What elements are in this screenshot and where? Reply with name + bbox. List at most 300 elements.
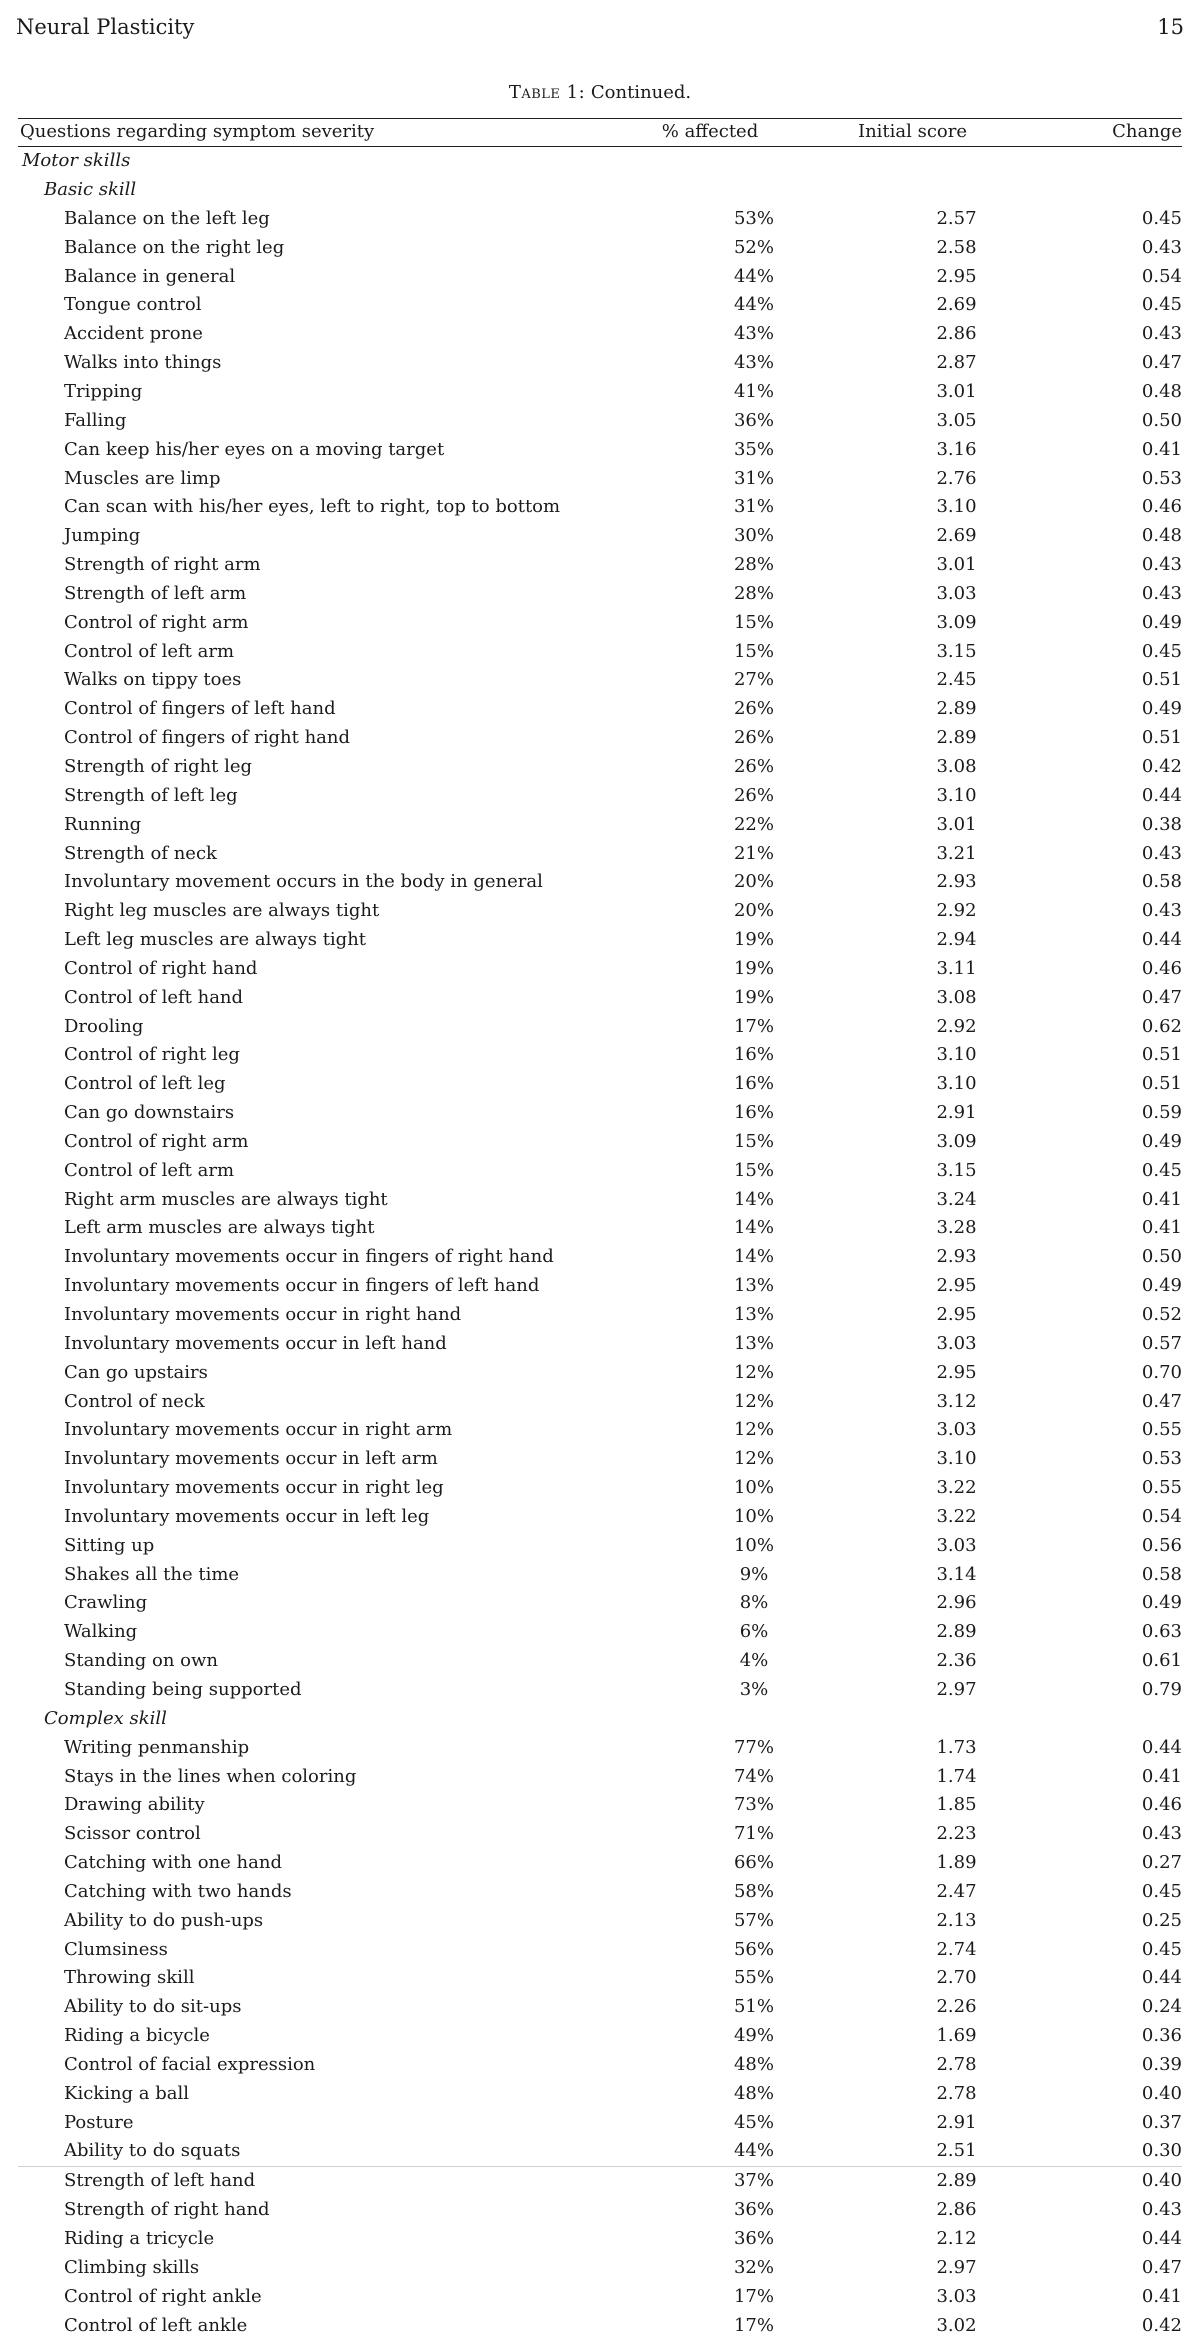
change-cell: 0.49	[1141, 1275, 1182, 1297]
change-cell: 0.25	[1141, 1909, 1182, 1931]
table-row	[18, 2311, 1182, 2340]
affected-cell: 56%	[733, 1938, 774, 1960]
affected-cell: 31%	[733, 467, 774, 489]
question-cell: Control of left arm	[64, 1159, 235, 1181]
group-heading: Motor skills	[22, 150, 131, 172]
initial-score-cell: 2.95	[936, 1361, 977, 1383]
table-row	[18, 1733, 1182, 1762]
question-cell: Strength of right hand	[64, 2199, 270, 2221]
initial-score-cell: 2.74	[936, 1938, 977, 1960]
question-cell: Strength of left leg	[64, 784, 238, 806]
change-cell: 0.44	[1141, 784, 1182, 806]
table-row	[18, 608, 1182, 637]
table-row	[18, 695, 1182, 724]
table-row	[18, 926, 1182, 955]
affected-cell: 14%	[733, 1188, 774, 1210]
table-row	[18, 580, 1182, 609]
change-cell: 0.41	[1141, 438, 1182, 460]
table-row	[18, 2282, 1182, 2311]
question-cell: Running	[64, 813, 142, 835]
affected-cell: 19%	[733, 986, 774, 1008]
table-row	[18, 897, 1182, 926]
table-row	[18, 464, 1182, 493]
change-cell: 0.45	[1141, 1159, 1182, 1181]
table-row	[18, 1474, 1182, 1503]
change-cell: 0.43	[1141, 582, 1182, 604]
affected-cell: 15%	[733, 640, 774, 662]
table-row	[18, 1156, 1182, 1185]
affected-cell: 14%	[733, 1246, 774, 1268]
change-cell: 0.57	[1141, 1332, 1182, 1354]
affected-cell: 16%	[733, 1073, 774, 1095]
affected-cell: 21%	[733, 842, 774, 864]
question-cell: Balance on the right leg	[64, 236, 285, 258]
initial-score-cell: 2.36	[936, 1650, 977, 1672]
question-cell: Walking	[64, 1621, 138, 1643]
change-cell: 0.44	[1141, 1967, 1182, 1989]
table-row	[18, 2051, 1182, 2080]
question-cell: Ability to do sit-ups	[64, 1996, 242, 2018]
table-row	[18, 1445, 1182, 1474]
affected-cell: 13%	[733, 1275, 774, 1297]
table-row	[18, 2079, 1182, 2108]
affected-cell: 41%	[733, 381, 774, 403]
affected-cell: 28%	[733, 582, 774, 604]
affected-cell: 8%	[739, 1592, 769, 1614]
change-cell: 0.49	[1141, 698, 1182, 720]
table-row	[18, 983, 1182, 1012]
affected-cell: 36%	[733, 2199, 774, 2221]
change-cell: 0.40	[1141, 2082, 1182, 2104]
table-row	[18, 724, 1182, 753]
question-cell: Involuntary movements occur in right arm	[64, 1419, 453, 1441]
change-cell: 0.45	[1141, 1938, 1182, 1960]
question-cell: Falling	[64, 409, 127, 431]
table-row	[18, 753, 1182, 782]
initial-score-cell: 3.05	[936, 409, 977, 431]
initial-score-cell: 3.10	[936, 1448, 977, 1470]
initial-score-cell: 2.86	[936, 323, 977, 345]
subgroup-heading-row	[18, 1704, 1182, 1733]
affected-cell: 12%	[733, 1361, 774, 1383]
table-row	[18, 1993, 1182, 2022]
question-cell: Strength of right arm	[64, 554, 261, 576]
initial-score-cell: 2.92	[936, 1015, 977, 1037]
table-row	[18, 1416, 1182, 1445]
initial-score-cell: 3.03	[936, 1534, 977, 1556]
affected-cell: 28%	[733, 554, 774, 576]
affected-cell: 44%	[733, 294, 774, 316]
initial-score-cell: 1.74	[936, 1765, 977, 1787]
table-row	[18, 349, 1182, 378]
question-cell: Ability to do push-ups	[64, 1909, 264, 1931]
affected-cell: 43%	[733, 352, 774, 374]
initial-score-cell: 3.03	[936, 1419, 977, 1441]
initial-score-cell: 2.92	[936, 900, 977, 922]
subgroup-heading-row	[18, 176, 1182, 205]
table-row	[18, 291, 1182, 320]
table-row	[18, 1935, 1182, 1964]
table-row	[18, 1560, 1182, 1589]
change-cell: 0.53	[1141, 1448, 1182, 1470]
table-header-row	[18, 118, 1182, 147]
question-cell: Involuntary movements occur in left arm	[64, 1448, 438, 1470]
column-header-initial: Initial score	[857, 121, 968, 143]
initial-score-cell: 3.16	[936, 438, 977, 460]
question-cell: Control of right arm	[64, 1130, 249, 1152]
affected-cell: 37%	[733, 2170, 774, 2192]
change-cell: 0.47	[1141, 986, 1182, 1008]
change-cell: 0.38	[1141, 813, 1182, 835]
change-cell: 0.79	[1141, 1678, 1182, 1700]
initial-score-cell: 3.08	[936, 755, 977, 777]
affected-cell: 16%	[733, 1044, 774, 1066]
change-cell: 0.55	[1141, 1477, 1182, 1499]
question-cell: Accident prone	[64, 323, 203, 345]
initial-score-cell: 2.70	[936, 1967, 977, 1989]
affected-cell: 6%	[739, 1621, 769, 1643]
initial-score-cell: 2.58	[936, 236, 977, 258]
affected-cell: 15%	[733, 1159, 774, 1181]
change-cell: 0.58	[1141, 871, 1182, 893]
affected-cell: 74%	[733, 1765, 774, 1787]
table-row	[18, 406, 1182, 435]
question-cell: Standing being supported	[64, 1678, 302, 1700]
caption-text: Continued.	[590, 82, 692, 103]
initial-score-cell: 2.13	[936, 1909, 977, 1931]
initial-score-cell: 3.21	[936, 842, 977, 864]
initial-score-cell: 2.96	[936, 1592, 977, 1614]
change-cell: 0.27	[1141, 1852, 1182, 1874]
change-cell: 0.59	[1141, 1102, 1182, 1124]
affected-cell: 9%	[739, 1563, 769, 1585]
question-cell: Control of left hand	[64, 986, 244, 1008]
affected-cell: 12%	[733, 1419, 774, 1441]
initial-score-cell: 2.26	[936, 1996, 977, 2018]
table-row	[18, 205, 1182, 234]
question-cell: Control of facial expression	[64, 2053, 316, 2075]
column-header-question: Questions regarding symptom severity	[20, 121, 375, 143]
change-cell: 0.43	[1141, 236, 1182, 258]
change-cell: 0.55	[1141, 1419, 1182, 1441]
question-cell: Strength of right leg	[64, 755, 253, 777]
initial-score-cell: 3.15	[936, 1159, 977, 1181]
table-row	[18, 1877, 1182, 1906]
initial-score-cell: 3.22	[936, 1477, 977, 1499]
change-cell: 0.40	[1141, 2170, 1182, 2192]
question-cell: Walks on tippy toes	[64, 669, 242, 691]
affected-cell: 10%	[733, 1477, 774, 1499]
change-cell: 0.52	[1141, 1304, 1182, 1326]
initial-score-cell: 2.89	[936, 698, 977, 720]
question-cell: Control of right leg	[64, 1044, 240, 1066]
table-row	[18, 1820, 1182, 1849]
question-cell: Can go downstairs	[64, 1102, 235, 1124]
table-row	[18, 868, 1182, 897]
change-cell: 0.70	[1141, 1361, 1182, 1383]
initial-score-cell: 2.89	[936, 727, 977, 749]
initial-score-cell: 2.97	[936, 2256, 977, 2278]
table-row	[18, 1358, 1182, 1387]
initial-score-cell: 2.94	[936, 929, 977, 951]
basic-skill-rows	[18, 205, 1182, 1705]
question-cell: Involuntary movements occur in fingers of left hand	[64, 1275, 540, 1297]
initial-score-cell: 3.10	[936, 496, 977, 518]
initial-score-cell: 2.89	[936, 1621, 977, 1643]
question-cell: Involuntary movements occur in left leg	[64, 1505, 430, 1527]
change-cell: 0.43	[1141, 900, 1182, 922]
initial-score-cell: 3.01	[936, 813, 977, 835]
initial-score-cell: 3.03	[936, 1332, 977, 1354]
question-cell: Can scan with his/her eyes, left to right, top to bottom	[64, 496, 561, 518]
column-header-change: Change	[1112, 121, 1182, 143]
change-cell: 0.36	[1141, 2025, 1182, 2047]
initial-score-cell: 3.10	[936, 1073, 977, 1095]
table-row	[18, 1041, 1182, 1070]
table-row	[18, 1791, 1182, 1820]
table-row	[18, 378, 1182, 407]
affected-cell: 26%	[733, 755, 774, 777]
table-row	[18, 2137, 1182, 2166]
affected-cell: 3%	[739, 1678, 769, 1700]
affected-cell: 13%	[733, 1332, 774, 1354]
change-cell: 0.39	[1141, 2053, 1182, 2075]
affected-cell: 45%	[733, 2111, 774, 2133]
change-cell: 0.41	[1141, 1217, 1182, 1239]
affected-cell: 30%	[733, 525, 774, 547]
group-heading-row	[18, 147, 1182, 176]
change-cell: 0.50	[1141, 409, 1182, 431]
initial-score-cell: 2.89	[936, 2170, 977, 2192]
question-cell: Involuntary movement occurs in the body in general	[64, 871, 543, 893]
initial-score-cell: 3.02	[936, 2314, 977, 2336]
initial-score-cell: 2.69	[936, 525, 977, 547]
question-cell: Catching with one hand	[64, 1852, 282, 1874]
affected-cell: 43%	[733, 323, 774, 345]
table-row	[18, 637, 1182, 666]
change-cell: 0.46	[1141, 1794, 1182, 1816]
initial-score-cell: 2.95	[936, 1275, 977, 1297]
initial-score-cell: 2.76	[936, 467, 977, 489]
initial-score-cell: 3.12	[936, 1390, 977, 1412]
initial-score-cell: 1.69	[936, 2025, 977, 2047]
question-cell: Right leg muscles are always tight	[64, 900, 380, 922]
table-row	[18, 2166, 1182, 2196]
change-cell: 0.37	[1141, 2111, 1182, 2133]
question-cell: Sitting up	[64, 1534, 155, 1556]
initial-score-cell: 3.01	[936, 381, 977, 403]
change-cell: 0.30	[1141, 2140, 1182, 2162]
question-cell: Involuntary movements occur in left hand	[64, 1332, 447, 1354]
initial-score-cell: 2.47	[936, 1880, 977, 1902]
change-cell: 0.47	[1141, 1390, 1182, 1412]
table-row	[18, 1762, 1182, 1791]
change-cell: 0.56	[1141, 1534, 1182, 1556]
initial-score-cell: 3.08	[936, 986, 977, 1008]
initial-score-cell: 3.03	[936, 582, 977, 604]
table-row	[18, 2108, 1182, 2137]
initial-score-cell: 3.09	[936, 611, 977, 633]
change-cell: 0.46	[1141, 957, 1182, 979]
question-cell: Control of right hand	[64, 957, 258, 979]
question-cell: Control of left ankle	[64, 2314, 248, 2336]
question-cell: Standing on own	[64, 1650, 218, 1672]
table-row	[18, 1329, 1182, 1358]
complex-skill-rows	[18, 1733, 1182, 2340]
initial-score-cell: 2.95	[936, 265, 977, 287]
affected-cell: 32%	[733, 2256, 774, 2278]
question-cell: Riding a bicycle	[64, 2025, 210, 2047]
question-cell: Involuntary movements occur in fingers of right hand	[64, 1246, 554, 1268]
table-header-rule	[18, 146, 1182, 147]
change-cell: 0.45	[1141, 294, 1182, 316]
initial-score-cell: 2.69	[936, 294, 977, 316]
affected-cell: 55%	[733, 1967, 774, 1989]
change-cell: 0.54	[1141, 265, 1182, 287]
table-row	[18, 1647, 1182, 1676]
change-cell: 0.45	[1141, 640, 1182, 662]
change-cell: 0.47	[1141, 352, 1182, 374]
affected-cell: 14%	[733, 1217, 774, 1239]
initial-score-cell: 1.89	[936, 1852, 977, 1874]
question-cell: Throwing skill	[64, 1967, 195, 1989]
symptom-table	[18, 118, 1182, 2340]
affected-cell: 36%	[733, 2228, 774, 2250]
table-row	[18, 1589, 1182, 1618]
change-cell: 0.51	[1141, 1073, 1182, 1095]
change-cell: 0.44	[1141, 1736, 1182, 1758]
change-cell: 0.46	[1141, 496, 1182, 518]
question-cell: Riding a tricycle	[64, 2228, 215, 2250]
affected-cell: 19%	[733, 957, 774, 979]
table-row	[18, 1185, 1182, 1214]
initial-score-cell: 2.78	[936, 2082, 977, 2104]
initial-score-cell: 3.10	[936, 784, 977, 806]
initial-score-cell: 3.28	[936, 1217, 977, 1239]
change-cell: 0.44	[1141, 2228, 1182, 2250]
question-cell: Left leg muscles are always tight	[64, 929, 367, 951]
initial-score-cell: 3.01	[936, 554, 977, 576]
question-cell: Stays in the lines when coloring	[64, 1765, 357, 1787]
question-cell: Catching with two hands	[64, 1880, 292, 1902]
affected-cell: 19%	[733, 929, 774, 951]
affected-cell: 17%	[733, 1015, 774, 1037]
table-row	[18, 1906, 1182, 1935]
initial-score-cell: 2.45	[936, 669, 977, 691]
affected-cell: 48%	[733, 2053, 774, 2075]
question-cell: Involuntary movements occur in right leg	[64, 1477, 444, 1499]
initial-score-cell: 3.03	[936, 2285, 977, 2307]
table-row	[18, 493, 1182, 522]
affected-cell: 22%	[733, 813, 774, 835]
change-cell: 0.43	[1141, 1823, 1182, 1845]
table-row	[18, 954, 1182, 983]
affected-cell: 48%	[733, 2082, 774, 2104]
question-cell: Right arm muscles are always tight	[64, 1188, 388, 1210]
table-row	[18, 1849, 1182, 1878]
initial-score-cell: 2.86	[936, 2199, 977, 2221]
change-cell: 0.45	[1141, 1880, 1182, 1902]
affected-cell: 10%	[733, 1505, 774, 1527]
change-cell: 0.42	[1141, 2314, 1182, 2336]
change-cell: 0.43	[1141, 323, 1182, 345]
table-row	[18, 1070, 1182, 1099]
table-caption	[0, 80, 1200, 106]
initial-score-cell: 2.97	[936, 1678, 977, 1700]
running-head	[16, 12, 1184, 42]
caption-label: Table 1:	[508, 82, 586, 103]
question-cell: Writing penmanship	[64, 1736, 250, 1758]
table-row	[18, 1387, 1182, 1416]
table-row	[18, 320, 1182, 349]
question-cell: Tongue control	[64, 294, 202, 316]
affected-cell: 57%	[733, 1909, 774, 1931]
table-row	[18, 233, 1182, 262]
change-cell: 0.43	[1141, 842, 1182, 864]
initial-score-cell: 3.09	[936, 1130, 977, 1152]
initial-score-cell: 3.11	[936, 957, 977, 979]
table-row	[18, 1099, 1182, 1128]
affected-cell: 13%	[733, 1304, 774, 1326]
question-cell: Muscles are limp	[64, 467, 221, 489]
affected-cell: 20%	[733, 900, 774, 922]
change-cell: 0.41	[1141, 1188, 1182, 1210]
affected-cell: 12%	[733, 1448, 774, 1470]
question-cell: Control of left arm	[64, 640, 235, 662]
question-cell: Posture	[64, 2111, 134, 2133]
question-cell: Balance on the left leg	[64, 207, 270, 229]
change-cell: 0.49	[1141, 1592, 1182, 1614]
initial-score-cell: 1.73	[936, 1736, 977, 1758]
initial-score-cell: 2.57	[936, 207, 977, 229]
question-cell: Control of right ankle	[64, 2285, 262, 2307]
question-cell: Involuntary movements occur in right hand	[64, 1304, 462, 1326]
affected-cell: 10%	[733, 1534, 774, 1556]
table-row	[18, 1503, 1182, 1532]
change-cell: 0.43	[1141, 2199, 1182, 2221]
table-row	[18, 2196, 1182, 2225]
affected-cell: 73%	[733, 1794, 774, 1816]
running-title: Neural Plasticity	[16, 15, 195, 39]
question-cell: Strength of left arm	[64, 582, 247, 604]
question-cell: Walks into things	[64, 352, 222, 374]
question-cell: Jumping	[64, 525, 141, 547]
initial-score-cell: 2.95	[936, 1304, 977, 1326]
change-cell: 0.42	[1141, 755, 1182, 777]
affected-cell: 26%	[733, 784, 774, 806]
change-cell: 0.49	[1141, 611, 1182, 633]
question-cell: Control of right arm	[64, 611, 249, 633]
table-row	[18, 666, 1182, 695]
table-row	[18, 1964, 1182, 1993]
table-row	[18, 1128, 1182, 1157]
change-cell: 0.45	[1141, 207, 1182, 229]
table-row	[18, 1676, 1182, 1705]
affected-cell: 12%	[733, 1390, 774, 1412]
table-row	[18, 781, 1182, 810]
change-cell: 0.53	[1141, 467, 1182, 489]
initial-score-cell: 2.87	[936, 352, 977, 374]
table-row	[18, 1618, 1182, 1647]
initial-score-cell: 3.14	[936, 1563, 977, 1585]
affected-cell: 44%	[733, 2140, 774, 2162]
table-row	[18, 810, 1182, 839]
table-row	[18, 839, 1182, 868]
change-cell: 0.41	[1141, 2285, 1182, 2307]
question-cell: Control of fingers of left hand	[64, 698, 336, 720]
table-row	[18, 435, 1182, 464]
table-row	[18, 2022, 1182, 2051]
